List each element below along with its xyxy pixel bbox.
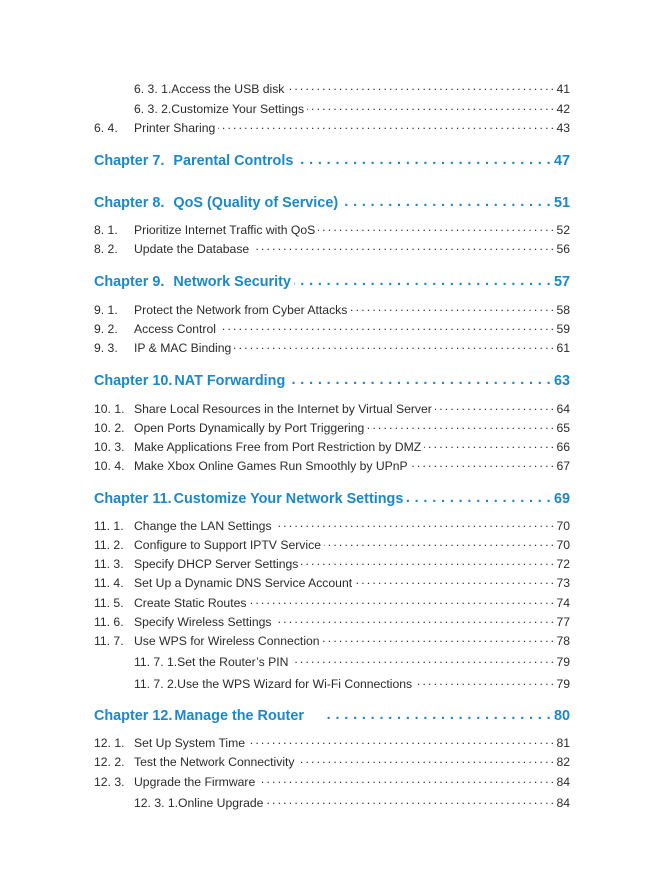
chapter-page-number: 57 xyxy=(553,274,570,290)
leader-dots xyxy=(258,774,553,786)
leader-dots xyxy=(275,614,554,626)
toc-entry-number: 10. 3. xyxy=(94,440,125,454)
toc-entry-label: 11. 7. 1.Set the Router’s PIN xyxy=(134,655,289,669)
leader-dots xyxy=(294,274,551,286)
toc-entry-title: Test the Network Connectivity xyxy=(134,755,295,769)
leader-dots xyxy=(341,195,551,207)
toc-entry-title: Open Ports Dynamically by Port Triggering xyxy=(134,421,365,435)
toc-entry[interactable] xyxy=(94,321,570,337)
leader-dots xyxy=(318,222,553,234)
toc-page-number: 77 xyxy=(556,615,570,629)
toc-page-number: 64 xyxy=(556,402,570,416)
toc-page-number: 70 xyxy=(556,538,570,552)
toc-entry-label: 6. 3. 2.Customize Your Settings xyxy=(134,102,305,116)
toc-entry[interactable] xyxy=(94,439,570,455)
leader-dots xyxy=(324,537,553,549)
chapter-page-number: 47 xyxy=(553,153,570,169)
toc-entry[interactable] xyxy=(94,633,570,649)
toc-entry-title: Specify DHCP Server Settings xyxy=(134,557,299,571)
toc-entry-number: 9. 2. xyxy=(94,322,118,336)
leader-dots xyxy=(287,81,553,93)
toc-entry-title: Set Up a Dynamic DNS Service Account xyxy=(134,576,353,590)
chapter-title: QoS (Quality of Service) xyxy=(173,195,339,211)
toc-entry-title: IP & MAC Binding xyxy=(134,341,232,355)
leader-dots xyxy=(234,340,553,352)
toc-entry[interactable] xyxy=(134,676,570,692)
toc-entry-number: 11. 2. xyxy=(94,538,124,552)
toc-entry-number: 12. 2. xyxy=(94,755,125,769)
toc-entry[interactable] xyxy=(94,518,570,534)
toc-chapter[interactable] xyxy=(94,152,570,170)
toc-entry-title: Change the LAN Settings xyxy=(134,519,272,533)
leader-dots xyxy=(218,120,553,132)
toc-page-number: 84 xyxy=(556,775,570,789)
toc-entry-title: Printer Sharing xyxy=(134,121,216,135)
toc-entry[interactable] xyxy=(134,654,570,670)
toc-entry[interactable] xyxy=(94,735,570,751)
toc-entry-title: Prioritize Internet Traffic with QoS xyxy=(134,223,316,237)
toc-entry-label: 6. 3. 1.Access the USB disk xyxy=(134,82,285,96)
toc-entry[interactable] xyxy=(94,614,570,630)
toc-entry-title: Protect the Network from Cyber Attacks xyxy=(134,303,348,317)
chapter-page-number: 80 xyxy=(553,708,570,724)
toc-entry-number: 8. 1. xyxy=(94,223,118,237)
toc-page-number: 74 xyxy=(556,596,570,610)
toc-page-number: 78 xyxy=(556,634,570,648)
leader-dots xyxy=(296,153,551,165)
leader-dots xyxy=(424,439,553,451)
chapter-number: Chapter 9. xyxy=(94,274,165,290)
leader-dots xyxy=(367,420,553,432)
toc-page-number: 56 xyxy=(556,242,570,256)
toc-page-number: 43 xyxy=(556,121,570,135)
leader-dots xyxy=(298,754,554,766)
toc-chapter[interactable] xyxy=(94,490,570,508)
leader-dots xyxy=(275,518,554,530)
toc-entry-number: 11. 7. xyxy=(94,634,124,648)
toc-page-number: 58 xyxy=(556,303,570,317)
toc-entry[interactable] xyxy=(94,575,570,591)
chapter-number: Chapter 10. xyxy=(94,373,173,389)
leader-dots xyxy=(322,708,551,720)
toc-entry-title: Create Static Routes xyxy=(134,596,247,610)
toc-entry-title: Make Applications Free from Port Restriction by DMZ xyxy=(134,440,422,454)
toc-page-number: 79 xyxy=(556,677,570,691)
toc-entry-number: 8. 2. xyxy=(94,242,118,256)
toc-entry-title: Specify Wireless Settings xyxy=(134,615,272,629)
leader-dots xyxy=(350,302,553,314)
toc-entry[interactable] xyxy=(94,401,570,417)
chapter-title: Customize Your Network Settings xyxy=(173,491,404,507)
leader-dots xyxy=(406,491,551,503)
toc-entry-title: Update the Database xyxy=(134,242,250,256)
toc-entry-number: 12. 1. xyxy=(94,736,125,750)
chapter-title: Network Security xyxy=(173,274,291,290)
leader-dots xyxy=(307,101,553,113)
toc-entry[interactable] xyxy=(134,101,570,117)
toc-page-number: 52 xyxy=(556,223,570,237)
leader-dots xyxy=(291,654,553,666)
leader-dots xyxy=(415,676,553,688)
toc-page-number: 72 xyxy=(556,557,570,571)
toc-entry-number: 9. 3. xyxy=(94,341,118,355)
toc-entry-number: 12. 3. xyxy=(94,775,125,789)
toc-entry[interactable] xyxy=(94,340,570,356)
leader-dots xyxy=(435,401,554,413)
toc-entry[interactable] xyxy=(94,537,570,553)
toc-page-number: 70 xyxy=(556,519,570,533)
toc-page-number: 73 xyxy=(556,576,570,590)
toc-entry-number: 10. 2. xyxy=(94,421,125,435)
toc-entry[interactable] xyxy=(94,774,570,790)
toc-entry-title: Upgrade the Firmware xyxy=(134,775,256,789)
toc-entry[interactable] xyxy=(94,420,570,436)
toc-entry-label: 12. 3. 1.Online Upgrade xyxy=(134,796,264,810)
leader-dots xyxy=(266,795,553,807)
toc-chapter[interactable] xyxy=(94,372,570,390)
toc-entry-number: 11. 1. xyxy=(94,519,124,533)
chapter-title: Manage the Router xyxy=(174,708,304,724)
leader-dots xyxy=(288,373,551,385)
leader-dots xyxy=(355,575,553,587)
toc-entry-title: Set Up System Time xyxy=(134,736,246,750)
toc-page-number: 42 xyxy=(556,102,570,116)
chapter-number: Chapter 7. xyxy=(94,153,165,169)
toc-entry-number: 11. 6. xyxy=(94,615,124,629)
toc-page-number: 79 xyxy=(556,655,570,669)
chapter-number: Chapter 12. xyxy=(94,708,173,724)
toc-chapter[interactable] xyxy=(94,707,570,725)
toc-chapter[interactable] xyxy=(94,194,570,212)
toc-entry-number: 11. 3. xyxy=(94,557,124,571)
toc-entry-title: Use WPS for Wireless Connection xyxy=(134,634,320,648)
chapter-page-number: 51 xyxy=(553,195,570,211)
leader-dots xyxy=(249,595,553,607)
toc-entry-label: 11. 7. 2.Use the WPS Wizard for Wi-Fi Connections xyxy=(134,677,413,691)
toc-entry-title: Access Control xyxy=(134,322,216,336)
toc-entry[interactable] xyxy=(134,81,570,97)
toc-page-number: 59 xyxy=(556,322,570,336)
toc-entry[interactable] xyxy=(94,222,570,238)
chapter-page-number: 69 xyxy=(553,491,570,507)
toc-chapter[interactable] xyxy=(94,273,570,291)
toc-entry-number: 11. 5. xyxy=(94,596,124,610)
toc-page-number: 67 xyxy=(556,459,570,473)
toc-entry[interactable] xyxy=(94,556,570,572)
leader-dots xyxy=(411,458,554,470)
chapter-number: Chapter 11. xyxy=(94,491,172,507)
toc-entry-number: 10. 4. xyxy=(94,459,125,473)
toc-entry-title: Make Xbox Online Games Run Smoothly by UPnP xyxy=(134,459,408,473)
chapter-title: NAT Forwarding xyxy=(174,373,286,389)
toc-entry-title: Configure to Support IPTV Service xyxy=(134,538,321,552)
leader-dots xyxy=(248,735,553,747)
toc-entry-number: 6. 4. xyxy=(94,121,118,135)
leader-dots xyxy=(252,241,553,253)
toc-entry[interactable] xyxy=(94,120,570,136)
toc-page-number: 66 xyxy=(556,440,570,454)
leader-dots xyxy=(219,321,553,333)
toc-page-number: 61 xyxy=(556,341,570,355)
toc-page-number: 84 xyxy=(556,796,570,810)
toc-entry[interactable] xyxy=(94,595,570,611)
toc-page-number: 82 xyxy=(556,755,570,769)
toc-entry-number: 9. 1. xyxy=(94,303,118,317)
toc-entry-title: Share Local Resources in the Internet by Virtual Server xyxy=(134,402,432,416)
toc-entry-number: 10. 1. xyxy=(94,402,125,416)
toc-entry[interactable] xyxy=(94,302,570,318)
toc-entry-number: 11. 4. xyxy=(94,576,124,590)
chapter-page-number: 63 xyxy=(553,373,570,389)
chapter-title: Parental Controls xyxy=(173,153,294,169)
toc-entry[interactable] xyxy=(134,795,570,811)
toc-page-number: 41 xyxy=(556,82,570,96)
chapter-number: Chapter 8. xyxy=(94,195,165,211)
toc-entry[interactable] xyxy=(94,754,570,770)
toc-page-number: 65 xyxy=(556,421,570,435)
leader-dots xyxy=(323,633,554,645)
toc-entry[interactable] xyxy=(94,241,570,257)
leader-dots xyxy=(301,556,553,568)
toc-entry[interactable] xyxy=(94,458,570,474)
toc-page-number: 81 xyxy=(556,736,570,750)
